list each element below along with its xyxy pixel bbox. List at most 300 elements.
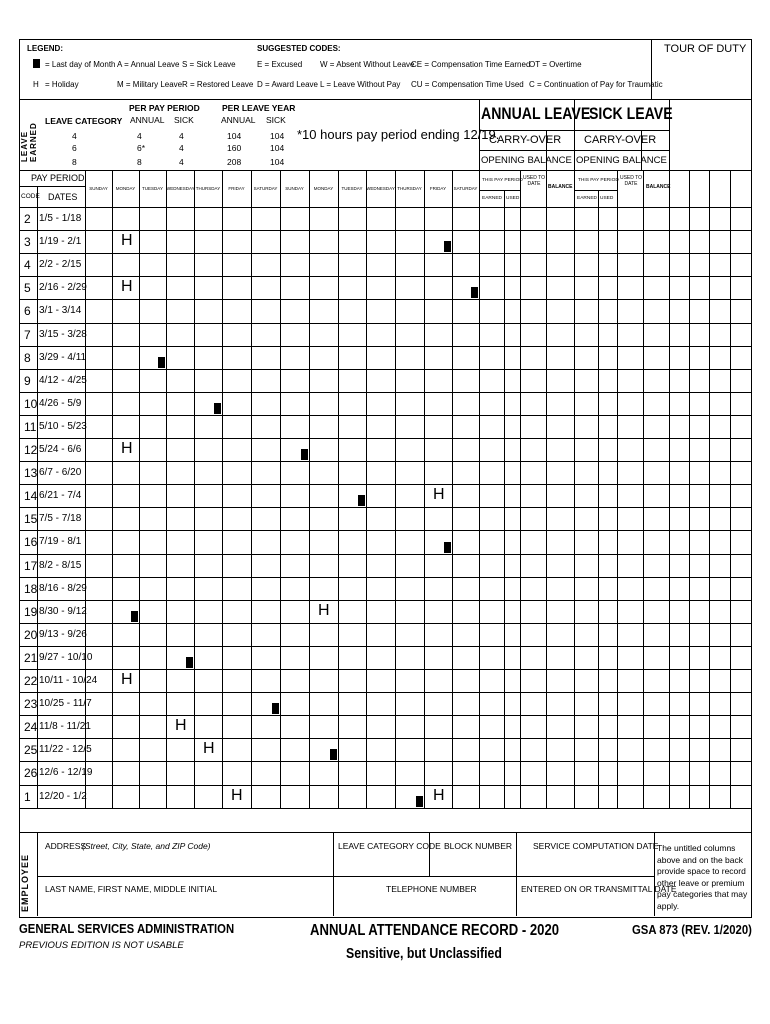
day-cell[interactable] [223, 693, 251, 715]
day-cell[interactable] [223, 531, 251, 553]
day-cell[interactable] [281, 555, 309, 577]
day-cell[interactable] [223, 347, 251, 369]
day-cell[interactable] [140, 416, 166, 438]
day-cell[interactable] [310, 786, 338, 808]
day-cell[interactable] [396, 762, 424, 784]
day-cell[interactable] [113, 762, 139, 784]
day-cell[interactable] [113, 508, 139, 530]
day-cell[interactable] [86, 324, 112, 346]
day-cell[interactable] [396, 439, 424, 461]
day-cell[interactable] [86, 508, 112, 530]
day-cell[interactable] [252, 439, 280, 461]
day-cell[interactable] [310, 624, 338, 646]
day-cell[interactable] [367, 693, 395, 715]
day-cell[interactable] [223, 485, 251, 507]
day-cell[interactable] [339, 508, 366, 530]
day-cell[interactable] [453, 347, 479, 369]
day-cell[interactable] [140, 693, 166, 715]
day-cell[interactable] [339, 693, 366, 715]
day-cell[interactable] [281, 531, 309, 553]
day-cell[interactable] [195, 277, 222, 299]
day-cell[interactable] [310, 439, 338, 461]
day-cell[interactable] [195, 254, 222, 276]
day-cell[interactable] [223, 670, 251, 692]
day-cell[interactable] [396, 254, 424, 276]
day-cell[interactable] [223, 324, 251, 346]
day-cell[interactable] [113, 370, 139, 392]
day-cell[interactable] [310, 670, 338, 692]
day-cell[interactable] [310, 347, 338, 369]
day-cell[interactable] [223, 508, 251, 530]
day-cell[interactable] [86, 231, 112, 253]
day-cell[interactable] [252, 578, 280, 600]
day-cell[interactable] [453, 393, 479, 415]
day-cell[interactable] [86, 786, 112, 808]
day-cell[interactable] [281, 208, 309, 230]
day-cell[interactable] [86, 393, 112, 415]
day-cell[interactable] [425, 254, 452, 276]
day-cell[interactable] [167, 277, 194, 299]
day-cell[interactable] [453, 300, 479, 322]
day-cell[interactable] [223, 462, 251, 484]
day-cell[interactable] [113, 624, 139, 646]
day-cell[interactable] [252, 624, 280, 646]
day-cell[interactable] [453, 624, 479, 646]
day-cell[interactable] [167, 231, 194, 253]
day-cell[interactable] [113, 555, 139, 577]
day-cell[interactable] [113, 786, 139, 808]
day-cell[interactable] [453, 670, 479, 692]
day-cell[interactable] [140, 324, 166, 346]
day-cell[interactable] [425, 324, 452, 346]
day-cell[interactable] [252, 208, 280, 230]
day-cell[interactable] [195, 578, 222, 600]
day-cell[interactable] [396, 531, 424, 553]
tour-of-duty-field[interactable] [653, 56, 749, 98]
day-cell[interactable] [223, 739, 251, 761]
day-cell[interactable] [140, 601, 166, 623]
day-cell[interactable] [425, 208, 452, 230]
day-cell[interactable] [167, 601, 194, 623]
day-cell[interactable] [453, 762, 479, 784]
day-cell[interactable] [167, 324, 194, 346]
day-cell[interactable] [281, 324, 309, 346]
day-cell[interactable] [453, 485, 479, 507]
day-cell[interactable] [367, 439, 395, 461]
day-cell[interactable] [281, 670, 309, 692]
day-cell[interactable] [252, 347, 280, 369]
day-cell[interactable] [281, 370, 309, 392]
day-cell[interactable] [367, 324, 395, 346]
day-cell[interactable] [281, 762, 309, 784]
day-cell[interactable] [367, 624, 395, 646]
day-cell[interactable] [252, 786, 280, 808]
day-cell[interactable] [113, 324, 139, 346]
day-cell[interactable] [252, 739, 280, 761]
day-cell[interactable] [339, 601, 366, 623]
day-cell[interactable] [367, 254, 395, 276]
day-cell[interactable] [167, 300, 194, 322]
day-cell[interactable] [453, 739, 479, 761]
day-cell[interactable] [113, 208, 139, 230]
day-cell[interactable] [396, 462, 424, 484]
day-cell[interactable] [339, 647, 366, 669]
day-cell[interactable] [339, 762, 366, 784]
day-cell[interactable] [281, 647, 309, 669]
day-cell[interactable] [140, 739, 166, 761]
day-cell[interactable] [396, 485, 424, 507]
day-cell[interactable] [252, 300, 280, 322]
day-cell[interactable] [425, 508, 452, 530]
day-cell[interactable] [167, 531, 194, 553]
day-cell[interactable] [140, 624, 166, 646]
day-cell[interactable] [310, 508, 338, 530]
day-cell[interactable] [396, 555, 424, 577]
day-cell[interactable] [167, 254, 194, 276]
day-cell[interactable] [396, 601, 424, 623]
day-cell[interactable] [86, 254, 112, 276]
day-cell[interactable] [396, 670, 424, 692]
day-cell[interactable] [367, 716, 395, 738]
day-cell[interactable] [425, 716, 452, 738]
day-cell[interactable] [339, 531, 366, 553]
day-cell[interactable] [339, 670, 366, 692]
annual-opening-balance-field[interactable] [546, 151, 574, 170]
day-cell[interactable] [310, 208, 338, 230]
day-cell[interactable] [223, 416, 251, 438]
day-cell[interactable] [367, 300, 395, 322]
day-cell[interactable] [86, 739, 112, 761]
day-cell[interactable] [453, 578, 479, 600]
day-cell[interactable] [281, 347, 309, 369]
day-cell[interactable] [195, 762, 222, 784]
day-cell[interactable] [367, 208, 395, 230]
day-cell[interactable] [140, 670, 166, 692]
day-cell[interactable] [425, 555, 452, 577]
day-cell[interactable] [453, 601, 479, 623]
day-cell[interactable] [367, 762, 395, 784]
day-cell[interactable] [140, 231, 166, 253]
day-cell[interactable] [339, 416, 366, 438]
day-cell[interactable] [195, 508, 222, 530]
day-cell[interactable] [86, 462, 112, 484]
day-cell[interactable] [140, 555, 166, 577]
day-cell[interactable] [453, 439, 479, 461]
day-cell[interactable] [252, 370, 280, 392]
day-cell[interactable] [223, 277, 251, 299]
day-cell[interactable] [367, 531, 395, 553]
day-cell[interactable] [113, 462, 139, 484]
day-cell[interactable] [339, 739, 366, 761]
day-cell[interactable] [310, 277, 338, 299]
day-cell[interactable] [252, 670, 280, 692]
day-cell[interactable] [281, 300, 309, 322]
day-cell[interactable] [425, 647, 452, 669]
day-cell[interactable] [453, 370, 479, 392]
day-cell[interactable] [167, 393, 194, 415]
day-cell[interactable] [113, 647, 139, 669]
day-cell[interactable] [195, 670, 222, 692]
day-cell[interactable] [223, 601, 251, 623]
day-cell[interactable] [367, 555, 395, 577]
day-cell[interactable] [86, 277, 112, 299]
day-cell[interactable] [223, 300, 251, 322]
day-cell[interactable] [453, 462, 479, 484]
day-cell[interactable] [86, 624, 112, 646]
day-cell[interactable] [281, 462, 309, 484]
day-cell[interactable] [167, 578, 194, 600]
day-cell[interactable] [453, 555, 479, 577]
day-cell[interactable] [396, 324, 424, 346]
day-cell[interactable] [425, 300, 452, 322]
day-cell[interactable] [453, 786, 479, 808]
day-cell[interactable] [167, 462, 194, 484]
day-cell[interactable] [339, 624, 366, 646]
day-cell[interactable] [281, 693, 309, 715]
day-cell[interactable] [367, 670, 395, 692]
day-cell[interactable] [281, 786, 309, 808]
day-cell[interactable] [367, 347, 395, 369]
day-cell[interactable] [252, 485, 280, 507]
day-cell[interactable] [310, 370, 338, 392]
day-cell[interactable] [425, 739, 452, 761]
day-cell[interactable] [396, 231, 424, 253]
day-cell[interactable] [281, 231, 309, 253]
day-cell[interactable] [195, 370, 222, 392]
day-cell[interactable] [339, 578, 366, 600]
day-cell[interactable] [140, 300, 166, 322]
day-cell[interactable] [453, 231, 479, 253]
day-cell[interactable] [396, 624, 424, 646]
day-cell[interactable] [195, 347, 222, 369]
day-cell[interactable] [281, 716, 309, 738]
annual-carry-over-field[interactable] [546, 131, 574, 150]
day-cell[interactable] [167, 555, 194, 577]
day-cell[interactable] [223, 762, 251, 784]
day-cell[interactable] [281, 277, 309, 299]
day-cell[interactable] [425, 462, 452, 484]
day-cell[interactable] [86, 555, 112, 577]
day-cell[interactable] [195, 439, 222, 461]
day-cell[interactable] [310, 485, 338, 507]
day-cell[interactable] [140, 485, 166, 507]
day-cell[interactable] [310, 462, 338, 484]
day-cell[interactable] [195, 693, 222, 715]
day-cell[interactable] [367, 393, 395, 415]
day-cell[interactable] [223, 439, 251, 461]
day-cell[interactable] [140, 370, 166, 392]
day-cell[interactable] [339, 324, 366, 346]
day-cell[interactable] [223, 555, 251, 577]
day-cell[interactable] [339, 555, 366, 577]
day-cell[interactable] [195, 601, 222, 623]
day-cell[interactable] [281, 416, 309, 438]
day-cell[interactable] [86, 485, 112, 507]
day-cell[interactable] [453, 324, 479, 346]
day-cell[interactable] [86, 208, 112, 230]
day-cell[interactable] [113, 347, 139, 369]
day-cell[interactable] [252, 762, 280, 784]
day-cell[interactable] [396, 647, 424, 669]
day-cell[interactable] [367, 601, 395, 623]
day-cell[interactable] [195, 416, 222, 438]
day-cell[interactable] [167, 624, 194, 646]
day-cell[interactable] [167, 439, 194, 461]
day-cell[interactable] [167, 485, 194, 507]
day-cell[interactable] [367, 647, 395, 669]
day-cell[interactable] [310, 647, 338, 669]
day-cell[interactable] [252, 601, 280, 623]
day-cell[interactable] [339, 716, 366, 738]
day-cell[interactable] [140, 578, 166, 600]
day-cell[interactable] [367, 416, 395, 438]
day-cell[interactable] [453, 508, 479, 530]
day-cell[interactable] [453, 416, 479, 438]
day-cell[interactable] [140, 439, 166, 461]
day-cell[interactable] [367, 462, 395, 484]
day-cell[interactable] [252, 416, 280, 438]
day-cell[interactable] [281, 601, 309, 623]
day-cell[interactable] [167, 370, 194, 392]
day-cell[interactable] [252, 231, 280, 253]
day-cell[interactable] [453, 647, 479, 669]
day-cell[interactable] [113, 393, 139, 415]
day-cell[interactable] [195, 231, 222, 253]
day-cell[interactable] [339, 370, 366, 392]
day-cell[interactable] [453, 693, 479, 715]
day-cell[interactable] [86, 601, 112, 623]
day-cell[interactable] [195, 647, 222, 669]
day-cell[interactable] [396, 716, 424, 738]
day-cell[interactable] [425, 762, 452, 784]
day-cell[interactable] [453, 208, 479, 230]
day-cell[interactable] [140, 508, 166, 530]
day-cell[interactable] [86, 578, 112, 600]
day-cell[interactable] [195, 555, 222, 577]
day-cell[interactable] [140, 254, 166, 276]
leave-category-code-field[interactable] [335, 852, 428, 874]
day-cell[interactable] [223, 393, 251, 415]
day-cell[interactable] [113, 578, 139, 600]
day-cell[interactable] [140, 762, 166, 784]
day-cell[interactable] [281, 254, 309, 276]
day-cell[interactable] [367, 277, 395, 299]
day-cell[interactable] [86, 531, 112, 553]
day-cell[interactable] [396, 370, 424, 392]
day-cell[interactable] [310, 531, 338, 553]
day-cell[interactable] [310, 324, 338, 346]
day-cell[interactable] [167, 786, 194, 808]
day-cell[interactable] [367, 508, 395, 530]
day-cell[interactable] [425, 578, 452, 600]
day-cell[interactable] [140, 531, 166, 553]
day-cell[interactable] [396, 416, 424, 438]
day-cell[interactable] [86, 370, 112, 392]
day-cell[interactable] [195, 208, 222, 230]
day-cell[interactable] [252, 277, 280, 299]
day-cell[interactable] [252, 324, 280, 346]
day-cell[interactable] [86, 416, 112, 438]
day-cell[interactable] [339, 439, 366, 461]
day-cell[interactable] [339, 208, 366, 230]
day-cell[interactable] [252, 393, 280, 415]
day-cell[interactable] [425, 393, 452, 415]
day-cell[interactable] [86, 439, 112, 461]
day-cell[interactable] [223, 647, 251, 669]
day-cell[interactable] [453, 531, 479, 553]
day-cell[interactable] [310, 231, 338, 253]
day-cell[interactable] [367, 786, 395, 808]
day-cell[interactable] [113, 254, 139, 276]
day-cell[interactable] [281, 508, 309, 530]
day-cell[interactable] [140, 462, 166, 484]
day-cell[interactable] [167, 416, 194, 438]
day-cell[interactable] [425, 624, 452, 646]
day-cell[interactable] [425, 693, 452, 715]
day-cell[interactable] [140, 647, 166, 669]
day-cell[interactable] [195, 786, 222, 808]
day-cell[interactable] [281, 393, 309, 415]
day-cell[interactable] [425, 601, 452, 623]
entered-date-field[interactable] [518, 895, 653, 915]
day-cell[interactable] [140, 277, 166, 299]
day-cell[interactable] [367, 578, 395, 600]
telephone-field[interactable] [335, 895, 515, 915]
day-cell[interactable] [252, 555, 280, 577]
day-cell[interactable] [86, 693, 112, 715]
day-cell[interactable] [453, 254, 479, 276]
sick-opening-balance-field[interactable] [641, 151, 669, 170]
day-cell[interactable] [310, 762, 338, 784]
day-cell[interactable] [195, 485, 222, 507]
day-cell[interactable] [396, 300, 424, 322]
day-cell[interactable] [281, 578, 309, 600]
day-cell[interactable] [167, 739, 194, 761]
day-cell[interactable] [195, 324, 222, 346]
day-cell[interactable] [367, 370, 395, 392]
day-cell[interactable] [425, 370, 452, 392]
day-cell[interactable] [140, 716, 166, 738]
day-cell[interactable] [310, 555, 338, 577]
day-cell[interactable] [223, 370, 251, 392]
day-cell[interactable] [223, 624, 251, 646]
day-cell[interactable] [339, 786, 366, 808]
day-cell[interactable] [396, 739, 424, 761]
day-cell[interactable] [223, 231, 251, 253]
day-cell[interactable] [252, 462, 280, 484]
day-cell[interactable] [113, 485, 139, 507]
day-cell[interactable] [223, 208, 251, 230]
day-cell[interactable] [281, 485, 309, 507]
sick-carry-over-field[interactable] [641, 131, 669, 150]
day-cell[interactable] [396, 208, 424, 230]
day-cell[interactable] [396, 347, 424, 369]
day-cell[interactable] [223, 254, 251, 276]
block-number-field[interactable] [431, 852, 515, 874]
day-cell[interactable] [396, 508, 424, 530]
day-cell[interactable] [425, 439, 452, 461]
day-cell[interactable] [252, 647, 280, 669]
day-cell[interactable] [339, 393, 366, 415]
day-cell[interactable] [252, 254, 280, 276]
day-cell[interactable] [167, 670, 194, 692]
day-cell[interactable] [310, 578, 338, 600]
day-cell[interactable] [396, 393, 424, 415]
day-cell[interactable] [281, 739, 309, 761]
day-cell[interactable] [252, 531, 280, 553]
day-cell[interactable] [113, 531, 139, 553]
day-cell[interactable] [425, 277, 452, 299]
